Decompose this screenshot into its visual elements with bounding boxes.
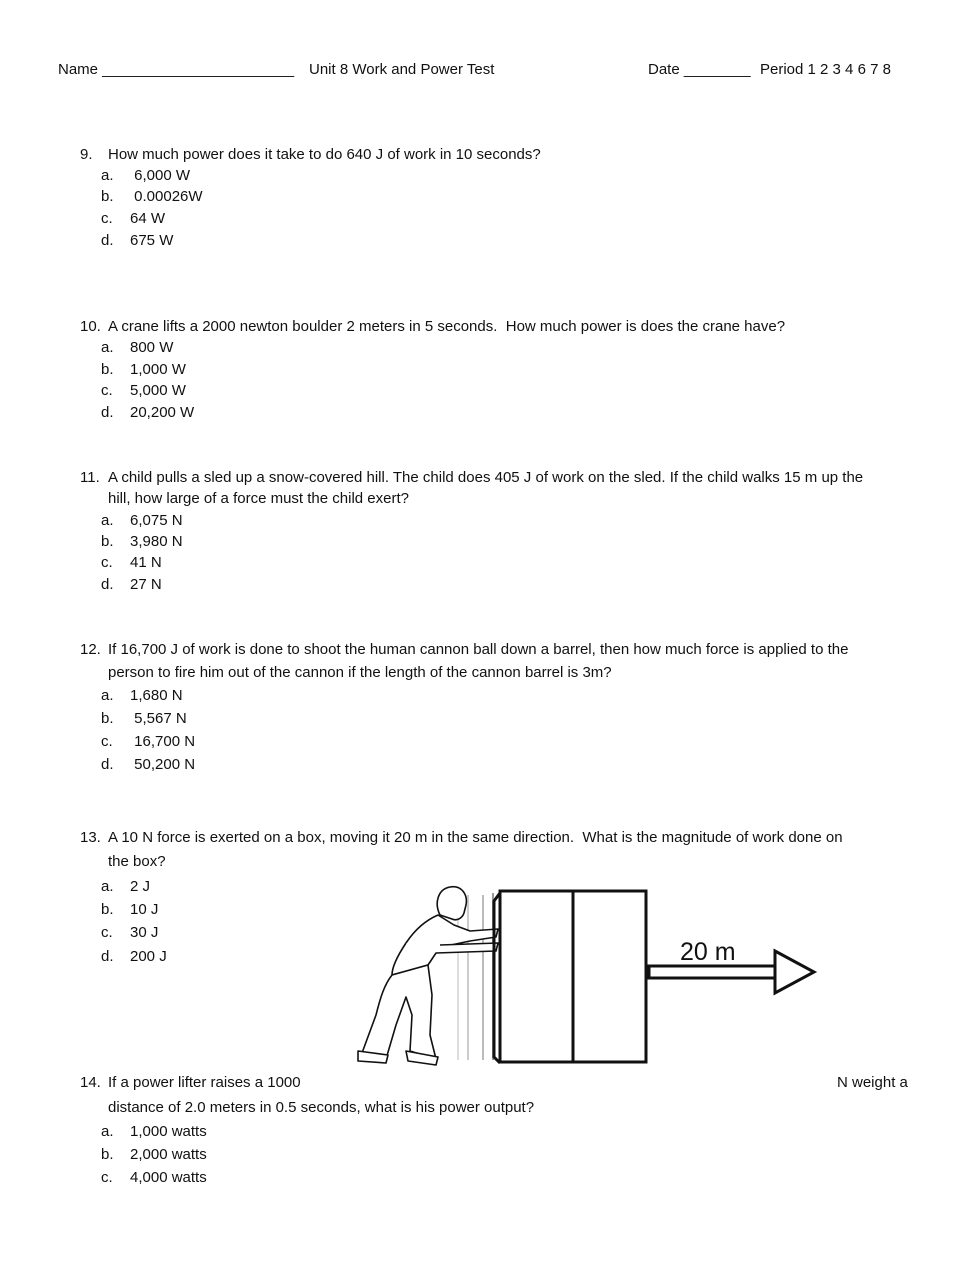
option-letter: b. <box>101 533 114 550</box>
question-text: If 16,700 J of work is done to shoot the human cannon ball down a barrel, then how much force is applied to the <box>108 641 849 658</box>
question-text-right: N weight a <box>837 1074 908 1091</box>
person-pushing-icon <box>358 887 498 1065</box>
option-text: 800 W <box>130 339 174 356</box>
option-letter: d. <box>101 576 114 593</box>
option-text: 10 J <box>130 901 159 918</box>
option-text: 27 N <box>130 576 162 593</box>
question-number: 9. <box>80 146 93 163</box>
option-letter: a. <box>101 339 114 356</box>
option-letter: b. <box>101 901 114 918</box>
option-text: 675 W <box>130 232 174 249</box>
option-text: 16,700 N <box>130 733 196 750</box>
option-text: 6,075 N <box>130 512 183 529</box>
question-text: A 10 N force is exerted on a box, moving it 20 m in the same direction. What is the magnitude of work done on <box>108 829 843 846</box>
option-letter: a. <box>101 512 114 529</box>
question-number: 11. <box>80 469 100 486</box>
motion-ghost-lines <box>458 893 493 1060</box>
option-text: 41 N <box>130 554 162 571</box>
option-letter: a. <box>101 167 114 184</box>
option-text: 20,200 W <box>130 404 195 421</box>
option-text: 2,000 watts <box>130 1146 207 1163</box>
option-letter: c. <box>101 1169 113 1186</box>
option-letter: a. <box>101 878 114 895</box>
option-text: 1,000 W <box>130 361 186 378</box>
option-letter: d. <box>101 948 114 965</box>
question-number: 14. <box>80 1074 101 1091</box>
option-text: 1,000 watts <box>130 1123 207 1140</box>
box-push-figure <box>340 875 840 1075</box>
option-text: 3,980 N <box>130 533 183 550</box>
option-letter: d. <box>101 404 114 421</box>
option-text: 5,000 W <box>130 382 186 399</box>
option-letter: c. <box>101 554 113 571</box>
option-letter: b. <box>101 710 114 727</box>
option-letter: a. <box>101 1123 114 1140</box>
question-number: 13. <box>80 829 101 846</box>
name-field-label: Name _______________________ <box>58 61 295 78</box>
option-letter: b. <box>101 188 114 205</box>
question-text: A crane lifts a 2000 newton boulder 2 meters in 5 seconds. How much power is does the crane have? <box>108 318 786 335</box>
option-text: 50,200 N <box>130 756 196 773</box>
question-text: If a power lifter raises a 1000 <box>108 1074 301 1091</box>
option-letter: b. <box>101 1146 114 1163</box>
question-text: A child pulls a sled up a snow-covered hill. The child does 405 J of work on the sled. If the child walks 15 m up the <box>108 469 864 486</box>
option-letter: d. <box>101 232 114 249</box>
question-text: the box? <box>108 853 166 870</box>
option-letter: b. <box>101 361 114 378</box>
option-letter: c. <box>101 210 113 227</box>
option-letter: c. <box>101 733 113 750</box>
question-text: hill, how large of a force must the child exert? <box>108 490 409 507</box>
option-text: 64 W <box>130 210 166 227</box>
period-label: Period 1 2 3 4 6 7 8 <box>760 61 891 78</box>
option-text: 4,000 watts <box>130 1169 207 1186</box>
box-icon <box>494 891 646 1063</box>
question-number: 12. <box>80 641 101 658</box>
option-letter: a. <box>101 687 114 704</box>
option-text: 1,680 N <box>130 687 183 704</box>
option-letter: c. <box>101 382 113 399</box>
date-field-label: Date ________ <box>648 61 751 78</box>
option-text: 0.00026W <box>130 188 203 205</box>
question-number: 10. <box>80 318 101 335</box>
option-letter: d. <box>101 756 114 773</box>
option-text: 2 J <box>130 878 151 895</box>
option-text: 5,567 N <box>130 710 187 727</box>
option-text: 200 J <box>130 948 167 965</box>
option-text: 6,000 W <box>130 167 191 184</box>
question-text: person to fire him out of the cannon if the length of the cannon barrel is 3m? <box>108 664 612 681</box>
question-text: distance of 2.0 meters in 0.5 seconds, what is his power output? <box>108 1099 535 1116</box>
distance-label: 20 m <box>680 938 736 966</box>
option-text: 30 J <box>130 924 159 941</box>
option-letter: c. <box>101 924 113 941</box>
question-text: How much power does it take to do 640 J of work in 10 seconds? <box>108 146 541 163</box>
test-title: Unit 8 Work and Power Test <box>309 61 495 78</box>
